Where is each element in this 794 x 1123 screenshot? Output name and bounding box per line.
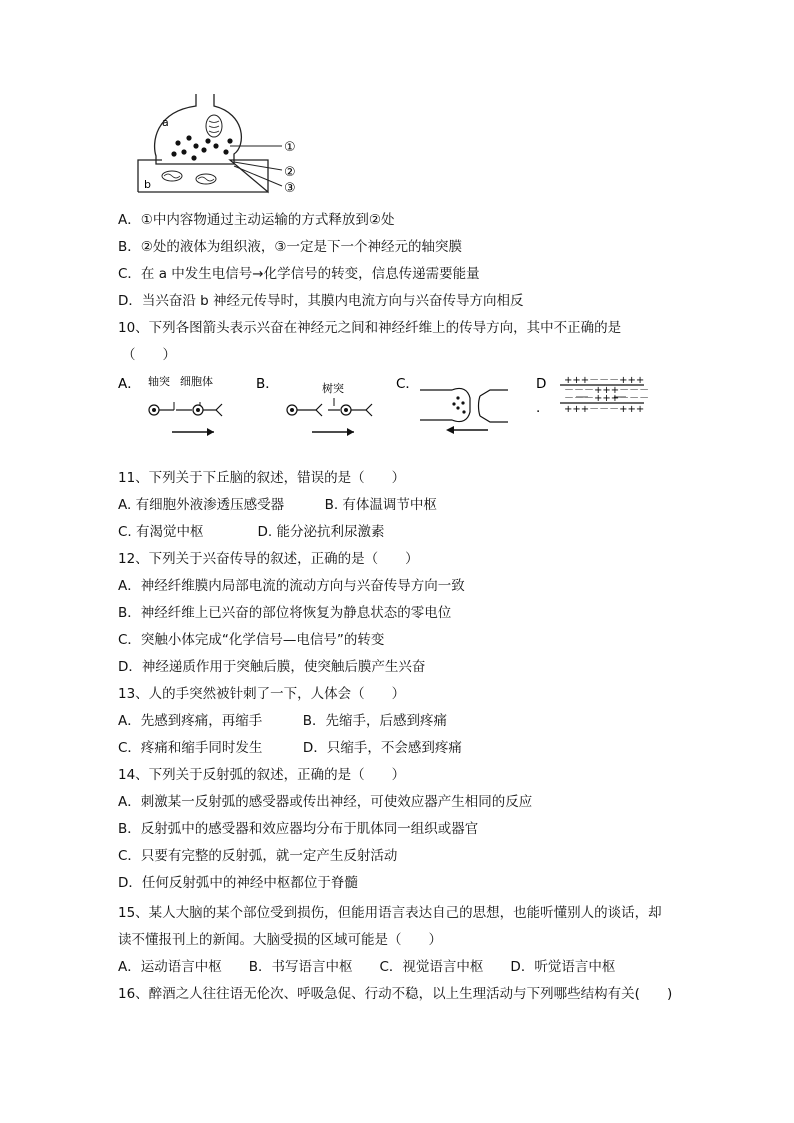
q10-stem: 10、下列各图箭头表示兴奋在神经元之间和神经纤维上的传导方向，其中不正确的是 — [118, 320, 622, 336]
q10-fig-d-letter: D — [536, 376, 547, 392]
q11-stem: 11、下列关于下丘脑的叙述，错误的是（ ） — [118, 470, 406, 486]
q10-blank: （ ） — [122, 347, 176, 363]
q12-option-b: B．神经纤维上已兴奋的部位将恢复为静息状态的零电位 — [118, 605, 452, 621]
q10-fig-a-label1: 轴突 — [148, 375, 170, 388]
q15-stem-line2: 读不懂报刊上的新闻。大脑受损的区域可能是（ ） — [118, 932, 442, 948]
q12-stem: 12、下列关于兴奋传导的叙述，正确的是（ ） — [118, 551, 419, 567]
q10-fig-b-letter: B． — [256, 376, 279, 392]
q10-fig-c-letter: C． — [396, 376, 419, 392]
q14-option-c: C．只要有完整的反射弧，就一定产生反射活动 — [118, 848, 398, 864]
label-a: a — [162, 116, 169, 129]
q12-option-d: D．神经递质作用于突触后膜，使突触后膜产生兴奋 — [118, 659, 426, 675]
q10-fig-d-signs-inner1: －－－+++－－－ — [564, 385, 650, 396]
q10-fig-d-dot: . — [536, 400, 541, 416]
q16-stem: 16、醉酒之人往往语无伦次、呼吸急促、行动不稳，以上生理活动与下列哪些结构有关( ) — [118, 986, 673, 1002]
q14-option-b: B．反射弧中的感受器和效应器均分布于肌体同一组织或器官 — [118, 821, 479, 837]
q9-option-c: C．在 a 中发生电信号→化学信号的转变，信息传递需要能量 — [118, 266, 480, 282]
q12-option-a: A．神经纤维膜内局部电流的流动方向与兴奋传导方向一致 — [118, 578, 465, 594]
q9-option-b: B．②处的液体为组织液，③一定是下一个神经元的轴突膜 — [118, 239, 462, 255]
q11-options-line1: A. 有细胞外液渗透压感受器 B. 有体温调节中枢 — [118, 497, 437, 513]
q15-stem-line1: 15、某人大脑的某个部位受到损伤，但能用语言表达自己的思想，也能听懂别人的谈话，却 — [118, 905, 662, 921]
q10-fig-a-label2: 细胞体 — [180, 375, 213, 388]
synapse-diagram — [134, 94, 304, 196]
q13-stem: 13、人的手突然被针刺了一下，人体会（ ） — [118, 686, 406, 702]
q10-figures — [118, 372, 678, 438]
q14-option-d: D．任何反射弧中的神经中枢都位于脊髓 — [118, 875, 358, 891]
label-b: b — [144, 178, 151, 191]
callout-3: ③ — [284, 181, 296, 196]
callout-1: ① — [284, 140, 296, 155]
synaptic-vesicles — [171, 135, 232, 160]
q12-option-c: C．突触小体完成“化学信号—电信号”的转变 — [118, 632, 385, 648]
q10-fig-a-letter: A． — [118, 376, 141, 392]
q10-fig-d-signs-top: +++－－－+++ — [564, 375, 645, 386]
q11-options-line2: C. 有渴觉中枢 D. 能分泌抗利尿激素 — [118, 524, 385, 540]
q14-option-a: A．刺激某一反射弧的感受器或传出神经，可使效应器产生相同的反应 — [118, 794, 533, 810]
q10-fig-b-label1: 树突 — [322, 382, 344, 395]
q15-options: A．运动语言中枢 B．书写语言中枢 C．视觉语言中枢 D．听觉语言中枢 — [118, 959, 616, 975]
callout-2: ② — [284, 165, 296, 180]
q10-fig-d-signs-inner2: －－－+++－－－ — [564, 393, 650, 404]
q13-options-line1: A．先感到疼痛，再缩手 B．先缩手，后感到疼痛 — [118, 713, 447, 729]
q14-stem: 14、下列关于反射弧的叙述，正确的是（ ） — [118, 767, 406, 783]
q10-fig-d-signs-bottom: +++－－－+++ — [564, 404, 645, 415]
q13-options-line2: C．疼痛和缩手同时发生 D．只缩手，不会感到疼痛 — [118, 740, 462, 756]
q9-option-d: D．当兴奋沿 b 神经元传导时，其膜内电流方向与兴奋传导方向相反 — [118, 293, 524, 309]
q9-option-a: A．①中内容物通过主动运输的方式释放到②处 — [118, 212, 395, 228]
